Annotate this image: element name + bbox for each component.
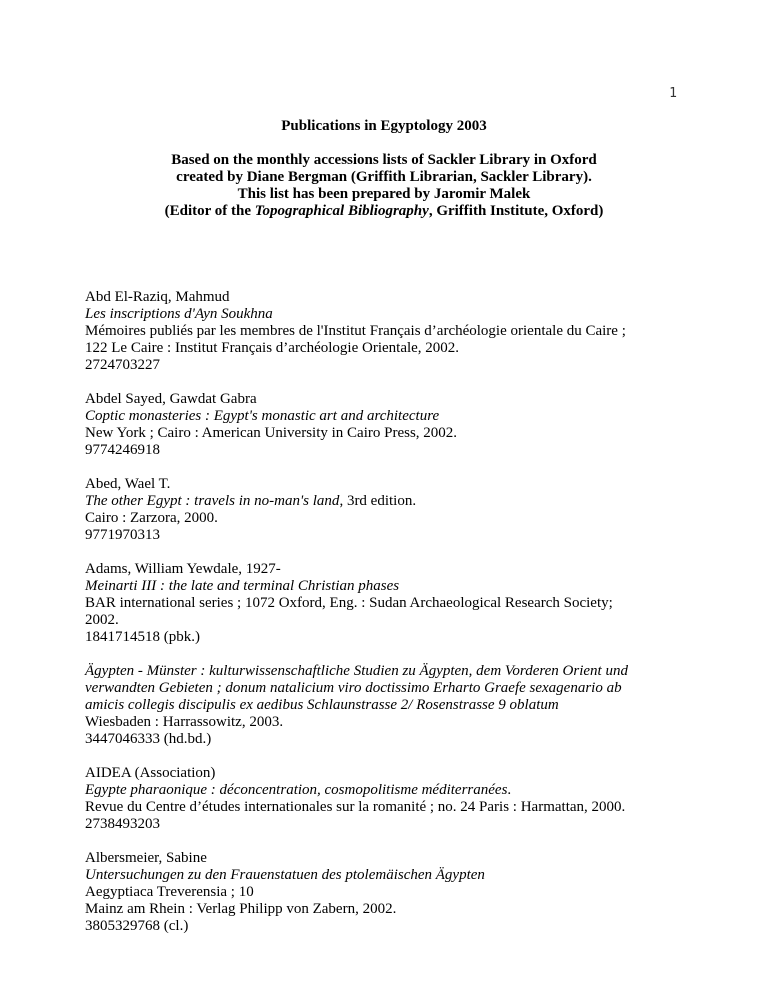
document-header	[0, 118, 768, 220]
bibliography-entry	[85, 561, 685, 646]
entry-isbn: 2724703227	[85, 357, 160, 373]
entry-imprint: Revue du Centre d’études internationales sur la romanité ; no. 24 Paris : Harmattan, 2000.	[85, 799, 626, 815]
entry-author: Albersmeier, Sabine	[85, 850, 207, 866]
entry-imprint: BAR international series ; 1072 Oxford, Eng. : Sudan Archaeological Research Society;	[85, 595, 613, 611]
document-title: Publications in Egyptology 2003	[281, 118, 487, 134]
entry-series: Aegyptiaca Treverensia ; 10	[85, 884, 254, 900]
entry-isbn: 9774246918	[85, 442, 160, 458]
entry-title: Untersuchungen zu den Frauenstatuen des ptolemäischen Ägypten	[85, 867, 485, 883]
entry-title-continued: amicis collegis discipulis ex aedibus Schlaunstrasse 2/ Rosenstrasse 9 oblatum	[85, 697, 559, 713]
entry-isbn: 2738493203	[85, 816, 160, 832]
bibliography-entry	[85, 476, 685, 544]
entry-isbn: 3447046333 (hd.bd.)	[85, 731, 212, 747]
entry-imprint-continued: 2002.	[85, 612, 119, 628]
entry-author: Adams, William Yewdale, 1927-	[85, 561, 281, 577]
header-line-4	[0, 203, 768, 220]
header-line-4-italic: Topographical Bibliography	[254, 203, 429, 219]
entry-title: Coptic monasteries : Egypt's monastic art and architecture	[85, 408, 440, 424]
entry-imprint: Mainz am Rhein : Verlag Philipp von Zabern, 2002.	[85, 901, 397, 917]
entry-title: The other Egypt : travels in no-man's land	[85, 493, 340, 509]
bibliography-entry	[85, 663, 685, 748]
entry-author: Abd El-Raziq, Mahmud	[85, 289, 230, 305]
entry-isbn: 3805329768 (cl.)	[85, 918, 189, 934]
entry-imprint: Cairo : Zarzora, 2000.	[85, 510, 218, 526]
entry-imprint: New York ; Cairo : American University in Cairo Press, 2002.	[85, 425, 458, 441]
header-line-2: created by Diane Bergman (Griffith Librarian, Sackler Library).	[176, 169, 592, 185]
header-line-1: Based on the monthly accessions lists of Sackler Library in Oxford	[171, 152, 597, 168]
entry-imprint: 122 Le Caire : Institut Français d’archéologie Orientale, 2002.	[85, 340, 460, 356]
bibliography-entry	[85, 765, 685, 833]
entry-author: Abdel Sayed, Gawdat Gabra	[85, 391, 257, 407]
entry-title: Ägypten - Münster : kulturwissenschaftliche Studien zu Ägypten, dem Vorderen Orient und	[85, 663, 628, 679]
bibliography-list	[85, 289, 685, 952]
header-line-3: This list has been prepared by Jaromir Malek	[237, 186, 531, 202]
entry-title: Meinarti III : the late and terminal Christian phases	[85, 578, 400, 594]
entry-author: AIDEA (Association)	[85, 765, 216, 781]
entry-title: Egypte pharaonique : déconcentration, cosmopolitisme méditerranées	[85, 782, 508, 798]
header-line-4-suffix: , Griffith Institute, Oxford)	[428, 203, 604, 219]
entry-isbn: 1841714518 (pbk.)	[85, 629, 200, 645]
bibliography-entry	[85, 289, 685, 374]
bibliography-entry	[85, 850, 685, 935]
page-number: 1	[669, 86, 677, 101]
bibliography-entry	[85, 391, 685, 459]
entry-series: Mémoires publiés par les membres de l'Institut Français d’archéologie orientale du Caire ;	[85, 323, 626, 339]
entry-title-line	[85, 782, 685, 799]
entry-title: Les inscriptions d'Ayn Soukhna	[85, 306, 273, 322]
entry-title-line	[85, 493, 685, 510]
entry-author: Abed, Wael T.	[85, 476, 171, 492]
entry-isbn: 9771970313	[85, 527, 160, 543]
entry-imprint: Wiesbaden : Harrassowitz, 2003.	[85, 714, 284, 730]
entry-title-period: .	[507, 782, 512, 798]
header-line-4-prefix: (Editor of the	[164, 203, 255, 219]
entry-edition: , 3rd edition.	[339, 493, 417, 509]
entry-title-continued: verwandten Gebieten ; donum natalicium viro doctissimo Erharto Graefe sexagenario ab	[85, 680, 622, 696]
